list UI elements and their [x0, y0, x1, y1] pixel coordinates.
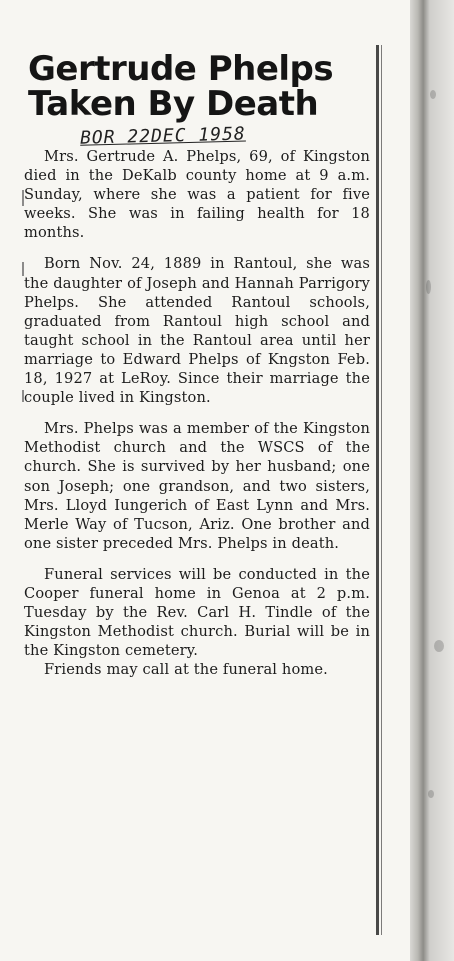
headline-line-2: Taken By Death [28, 84, 319, 124]
column-rule-thin [381, 45, 382, 935]
article-headline [24, 49, 370, 124]
paragraph-biography: Born Nov. 24, 1889 in Rantoul, she was the daughter of Joseph and Hannah Parrigory Phelps. She attended Rantoul schools, graduated from Rantoul high school and taught school in the Rantoul area until her marriage to Edward Phelps of Kngston Feb. 18, 1927 at LeRoy. Since their marriage the couple lived in Kingston. [24, 255, 370, 407]
adjacent-page-edge [410, 0, 454, 961]
handwritten-date-note: BOR 22DEC 1958 [79, 123, 246, 149]
ink-spot [430, 90, 436, 99]
paragraph-visitation: Friends may call at the funeral home. [44, 661, 328, 679]
paragraph-funeral-services: Funeral services will be conducted in the Cooper funeral home in Genoa at 2 p.m. Tuesday by the Rev. Carl H. Tindle of the Kingston Methodist church. Burial will be in the Kingston cemetery. [24, 565, 370, 660]
headline-line-1: Gertrude Phelps [28, 49, 334, 89]
paragraph-survivors: Mrs. Phelps was a member of the Kingston Methodist church and the WSCS of the church. She is survived by her husband; one son Joseph; one grandson, and two sisters, Mrs. Lloyd Iungerich of East Lynn and Mrs. Merle Way of Tucson, Ariz. One brother and one sister preceded Mrs. Phelps in death. [24, 420, 370, 552]
ink-spot [428, 790, 434, 798]
newspaper-clipping [24, 49, 370, 679]
ink-spot [426, 280, 431, 294]
ink-spot [434, 640, 444, 652]
column-rule [376, 45, 379, 935]
paragraph-death-notice: Mrs. Gertrude A. Phelps, 69, of Kingston died in the DeKalb county home at 9 a.m. Sunday, where she was a patient for five weeks. She was in failing health for 18 months. [24, 148, 370, 242]
